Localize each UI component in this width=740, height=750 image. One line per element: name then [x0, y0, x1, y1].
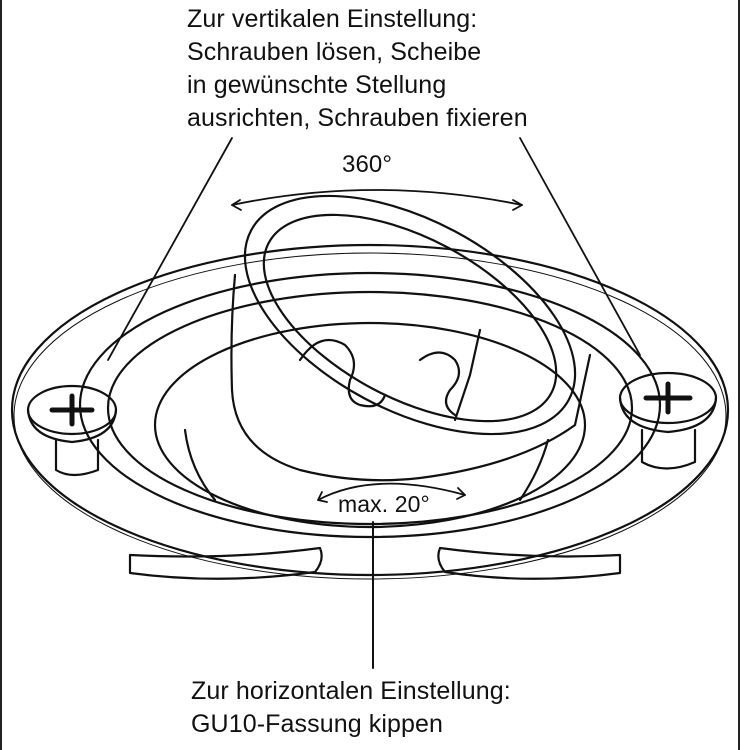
socket-shoulder-left — [185, 430, 215, 500]
instruction-line: Schrauben lösen, Scheibe — [187, 38, 482, 66]
instruction-line: GU10-Fassung kippen — [191, 710, 444, 738]
bottom-slot-left — [130, 548, 322, 579]
outer-ring — [12, 245, 728, 575]
leader-left — [108, 138, 232, 360]
tilt-label: max. 20° — [338, 491, 430, 517]
vertical-adjustment-instruction — [187, 3, 528, 135]
instruction-line: Zur vertikalen Einstellung: — [187, 5, 478, 33]
rotation-label: 360° — [342, 151, 393, 178]
socket-rim-inner — [231, 172, 589, 464]
instruction-line: ausrichten, Schrauben fixieren — [187, 104, 528, 132]
instruction-line: Zur horizontalen Einstellung: — [191, 677, 511, 705]
socket-keyhole-left — [300, 340, 385, 406]
right-screw-cross — [646, 384, 690, 412]
socket-keyhole-right — [420, 353, 459, 416]
bottom-slot-right — [438, 548, 620, 579]
left-screw-cross — [52, 396, 92, 424]
instruction-line: in gewünschte Stellung — [187, 71, 447, 99]
horizontal-adjustment-instruction — [191, 675, 511, 741]
socket-body — [231, 275, 590, 480]
outer-ring-edge — [14, 253, 726, 579]
